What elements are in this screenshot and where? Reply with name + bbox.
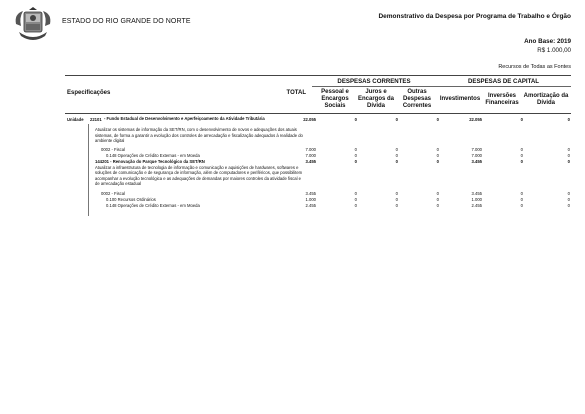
- col-pessoal: Pessoal e Encargos Sociais: [321, 89, 349, 110]
- currency-unit: R$ 1.000,00: [537, 47, 571, 54]
- table-top-rule: [65, 75, 571, 76]
- block2-src2-amortizacao-value: 0: [567, 203, 570, 208]
- block2-title-total-value: 3.455: [305, 159, 316, 164]
- block2-src1-total-value: 1.000: [305, 197, 316, 202]
- col-investimentos: Investimentos: [439, 96, 481, 102]
- block1-source-pessoal-value: 0: [354, 153, 357, 158]
- unit-row-label: Unidade: [67, 117, 84, 122]
- block2-src1-outras-value: 0: [436, 197, 439, 202]
- col-especificacoes: Especificações: [67, 90, 111, 96]
- block2-src1-amortizacao-value: 0: [567, 197, 570, 202]
- block2-src2-pessoal-value: 0: [354, 203, 357, 208]
- action-2-description: Atualizar a infraestrutura de tecnologia de informação e comunicação e aquisições de hardwares, softwares e soluções de comunicação e de segurança de informação, além de computadores e periféricos, que possibilitem acompanhar a evolução tecnológica e as adequações de demandas por maiores controles da atividade fiscal e de arrecadação estadual: [95, 164, 303, 187]
- block1-source-inversoes-value: 0: [520, 153, 523, 158]
- indent-rule: [88, 124, 89, 216]
- action-1-fiscal-label: 0002 - Fiscal: [101, 147, 125, 152]
- block2-fiscal-pessoal-value: 0: [354, 191, 357, 196]
- block2-fiscal-amortizacao-value: 0: [567, 191, 570, 196]
- base-year: Ano Base: 2019: [524, 38, 571, 45]
- block1-fiscal-outras-value: 0: [436, 147, 439, 152]
- block1-source-investimentos-value: 7.000: [471, 153, 482, 158]
- unit-row-total-value: 22.055: [303, 117, 316, 122]
- group-despesas-capital: DESPESAS DE CAPITAL: [468, 78, 539, 85]
- block2-fiscal-total-value: 3.455: [305, 191, 316, 196]
- unit-row-inversoes-value: 0: [520, 117, 523, 122]
- unit-row-outras-value: 0: [436, 117, 439, 122]
- unit-row-juros-value: 0: [395, 117, 398, 122]
- block1-fiscal-investimentos-value: 7.000: [471, 147, 482, 152]
- header-bottom-rule: [65, 113, 571, 114]
- sources-label: Recursos de Todas as Fontes: [498, 64, 571, 70]
- unit-row-code: 22101: [90, 117, 102, 122]
- block1-fiscal-amortizacao-value: 0: [567, 147, 570, 152]
- block2-title-amortizacao-value: 0: [567, 159, 570, 164]
- block1-fiscal-juros-value: 0: [395, 147, 398, 152]
- block1-fiscal-total-value: 7.000: [305, 147, 316, 152]
- col-inversoes: Inversões Financeiras: [485, 93, 519, 107]
- unit-row-amortizacao-value: 0: [567, 117, 570, 122]
- action-1-source-label: 0.148 Operações de Crédito Externas - em Moeda: [106, 153, 200, 158]
- col-juros: Juros e Encargos da Dívida: [357, 89, 394, 110]
- block2-src2-total-value: 2.455: [305, 203, 316, 208]
- block2-src1-inversoes-value: 0: [520, 197, 523, 202]
- block2-src1-investimentos-value: 1.000: [471, 197, 482, 202]
- block2-fiscal-juros-value: 0: [395, 191, 398, 196]
- block2-src2-investimentos-value: 2.455: [471, 203, 482, 208]
- document-title: Demonstrativo da Despesa por Programa de Trabalho e Órgão: [378, 13, 571, 20]
- action-2-source-1-label: 0.100 Recursos Ordinários: [106, 197, 156, 202]
- block2-src1-pessoal-value: 0: [354, 197, 357, 202]
- group-despesas-correntes: DESPESAS CORRENTES: [337, 78, 411, 85]
- action-1-description: Atualizar os sistemas de informação da SET/RN, com o desenvolvimento de novos e adequações dos atuais sistemas, de forma a garantir a evolução dos controles de arrecadação e fiscalização adequados à realidade do ambiente digital: [95, 127, 303, 144]
- block2-src2-outras-value: 0: [436, 203, 439, 208]
- block1-source-total-value: 7.000: [305, 153, 316, 158]
- block1-source-juros-value: 0: [395, 153, 398, 158]
- unit-row-investimentos-value: 22.055: [469, 117, 482, 122]
- state-name: ESTADO DO RIO GRANDE DO NORTE: [62, 18, 191, 25]
- action-2-source-2-label: 0.148 Operações de Crédito Externas - em Moeda: [106, 203, 200, 208]
- block1-fiscal-pessoal-value: 0: [354, 147, 357, 152]
- block1-source-outras-value: 0: [436, 153, 439, 158]
- action-2-title: 144201 - Renovação do Parque Tecnológico da SET/RN: [95, 159, 205, 164]
- group-rule: [312, 86, 571, 87]
- block2-fiscal-investimentos-value: 3.455: [471, 191, 482, 196]
- block1-fiscal-inversoes-value: 0: [520, 147, 523, 152]
- action-2-fiscal-label: 0002 - Fiscal: [101, 191, 125, 196]
- block2-fiscal-inversoes-value: 0: [520, 191, 523, 196]
- block2-src2-juros-value: 0: [395, 203, 398, 208]
- col-amortizacao: Amortização da Dívida: [523, 93, 569, 107]
- block2-title-outras-value: 0: [436, 159, 439, 164]
- block1-source-amortizacao-value: 0: [567, 153, 570, 158]
- block2-src1-juros-value: 0: [395, 197, 398, 202]
- unit-row-pessoal-value: 0: [354, 117, 357, 122]
- block2-title-pessoal-value: 0: [354, 159, 357, 164]
- block2-title-inversoes-value: 0: [520, 159, 523, 164]
- unit-row-name: - Fundo Estadual de Desenvolvimento e Aperfeiçoamento da Atividade Tributária: [104, 115, 265, 121]
- state-coat-of-arms: [13, 6, 53, 42]
- block2-title-juros-value: 0: [395, 159, 398, 164]
- col-outras: Outras Despesas Correntes: [402, 89, 432, 110]
- block2-fiscal-outras-value: 0: [436, 191, 439, 196]
- block2-title-investimentos-value: 3.455: [471, 159, 482, 164]
- block2-src2-inversoes-value: 0: [520, 203, 523, 208]
- col-total: TOTAL: [286, 90, 306, 96]
